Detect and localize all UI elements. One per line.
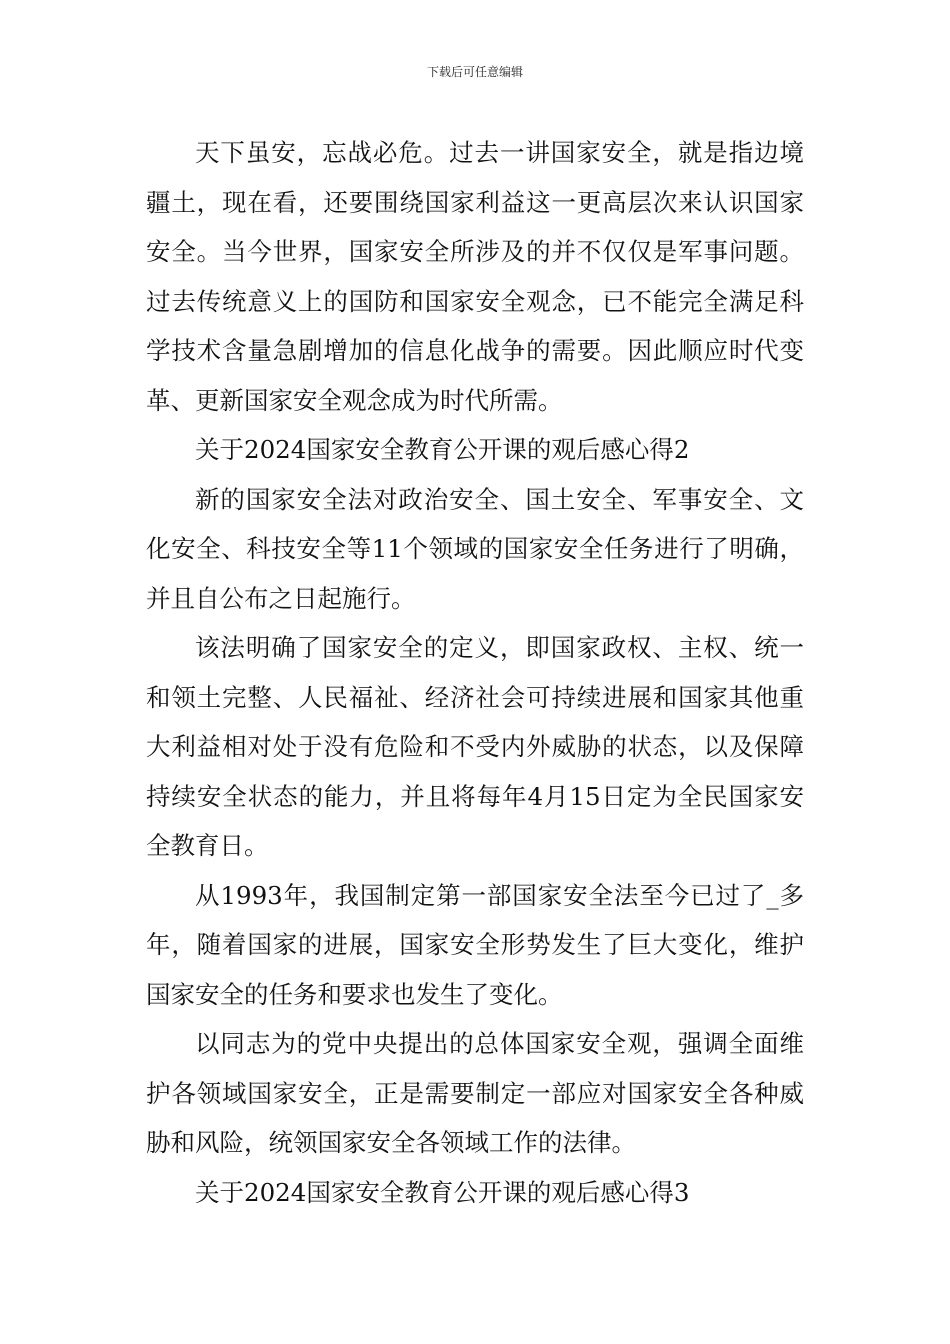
document-body [146, 128, 804, 1217]
section-title-3: 关于2024国家安全教育公开课的观后感心得3 [195, 1177, 690, 1207]
section-title-2: 关于2024国家安全教育公开课的观后感心得2 [195, 435, 690, 464]
paragraph-2: 新的国家安全法对政治安全、国土安全、军事安全、文化安全、科技安全等11个领域的国家安全任务进行了明确，并且自公布之日起施行。 [146, 484, 804, 613]
paragraph-5: 以同志为的党中央提出的总体国家安全观，强调全面维护各领域国家安全，正是需要制定一部应对国家安全各种威胁和风险，统领国家安全各领域工作的法律。 [146, 1029, 804, 1157]
page-header-note: 下载后可任意编辑 [426, 65, 523, 79]
paragraph-1: 天下虽安，忘战必危。过去一讲国家安全，就是指边境疆土，现在看，还要围绕国家利益这一更高层次来认识国家安全。当今世界，国家安全所涉及的并不仅仅是军事问题。过去传统意义上的国防和国家安全观念，已不能完全满足科学技术含量急剧增加的信息化战争的需要。因此顺应时代变革、更新国家安全观念成为时代所需。 [146, 138, 804, 415]
paragraph-4: 从1993年，我国制定第一部国家安全法至今已过了_多年，随着国家的进展，国家安全形势发生了巨大变化，维护国家安全的任务和要求也发生了变化。 [146, 880, 804, 1009]
paragraph-3: 该法明确了国家安全的定义，即国家政权、主权、统一和领土完整、人民福祉、经济社会可持续进展和国家其他重大利益相对处于没有危险和不受内外威胁的状态，以及保障持续安全状态的能力，并且将每年4月15日定为全民国家安全教育日。 [146, 633, 804, 860]
